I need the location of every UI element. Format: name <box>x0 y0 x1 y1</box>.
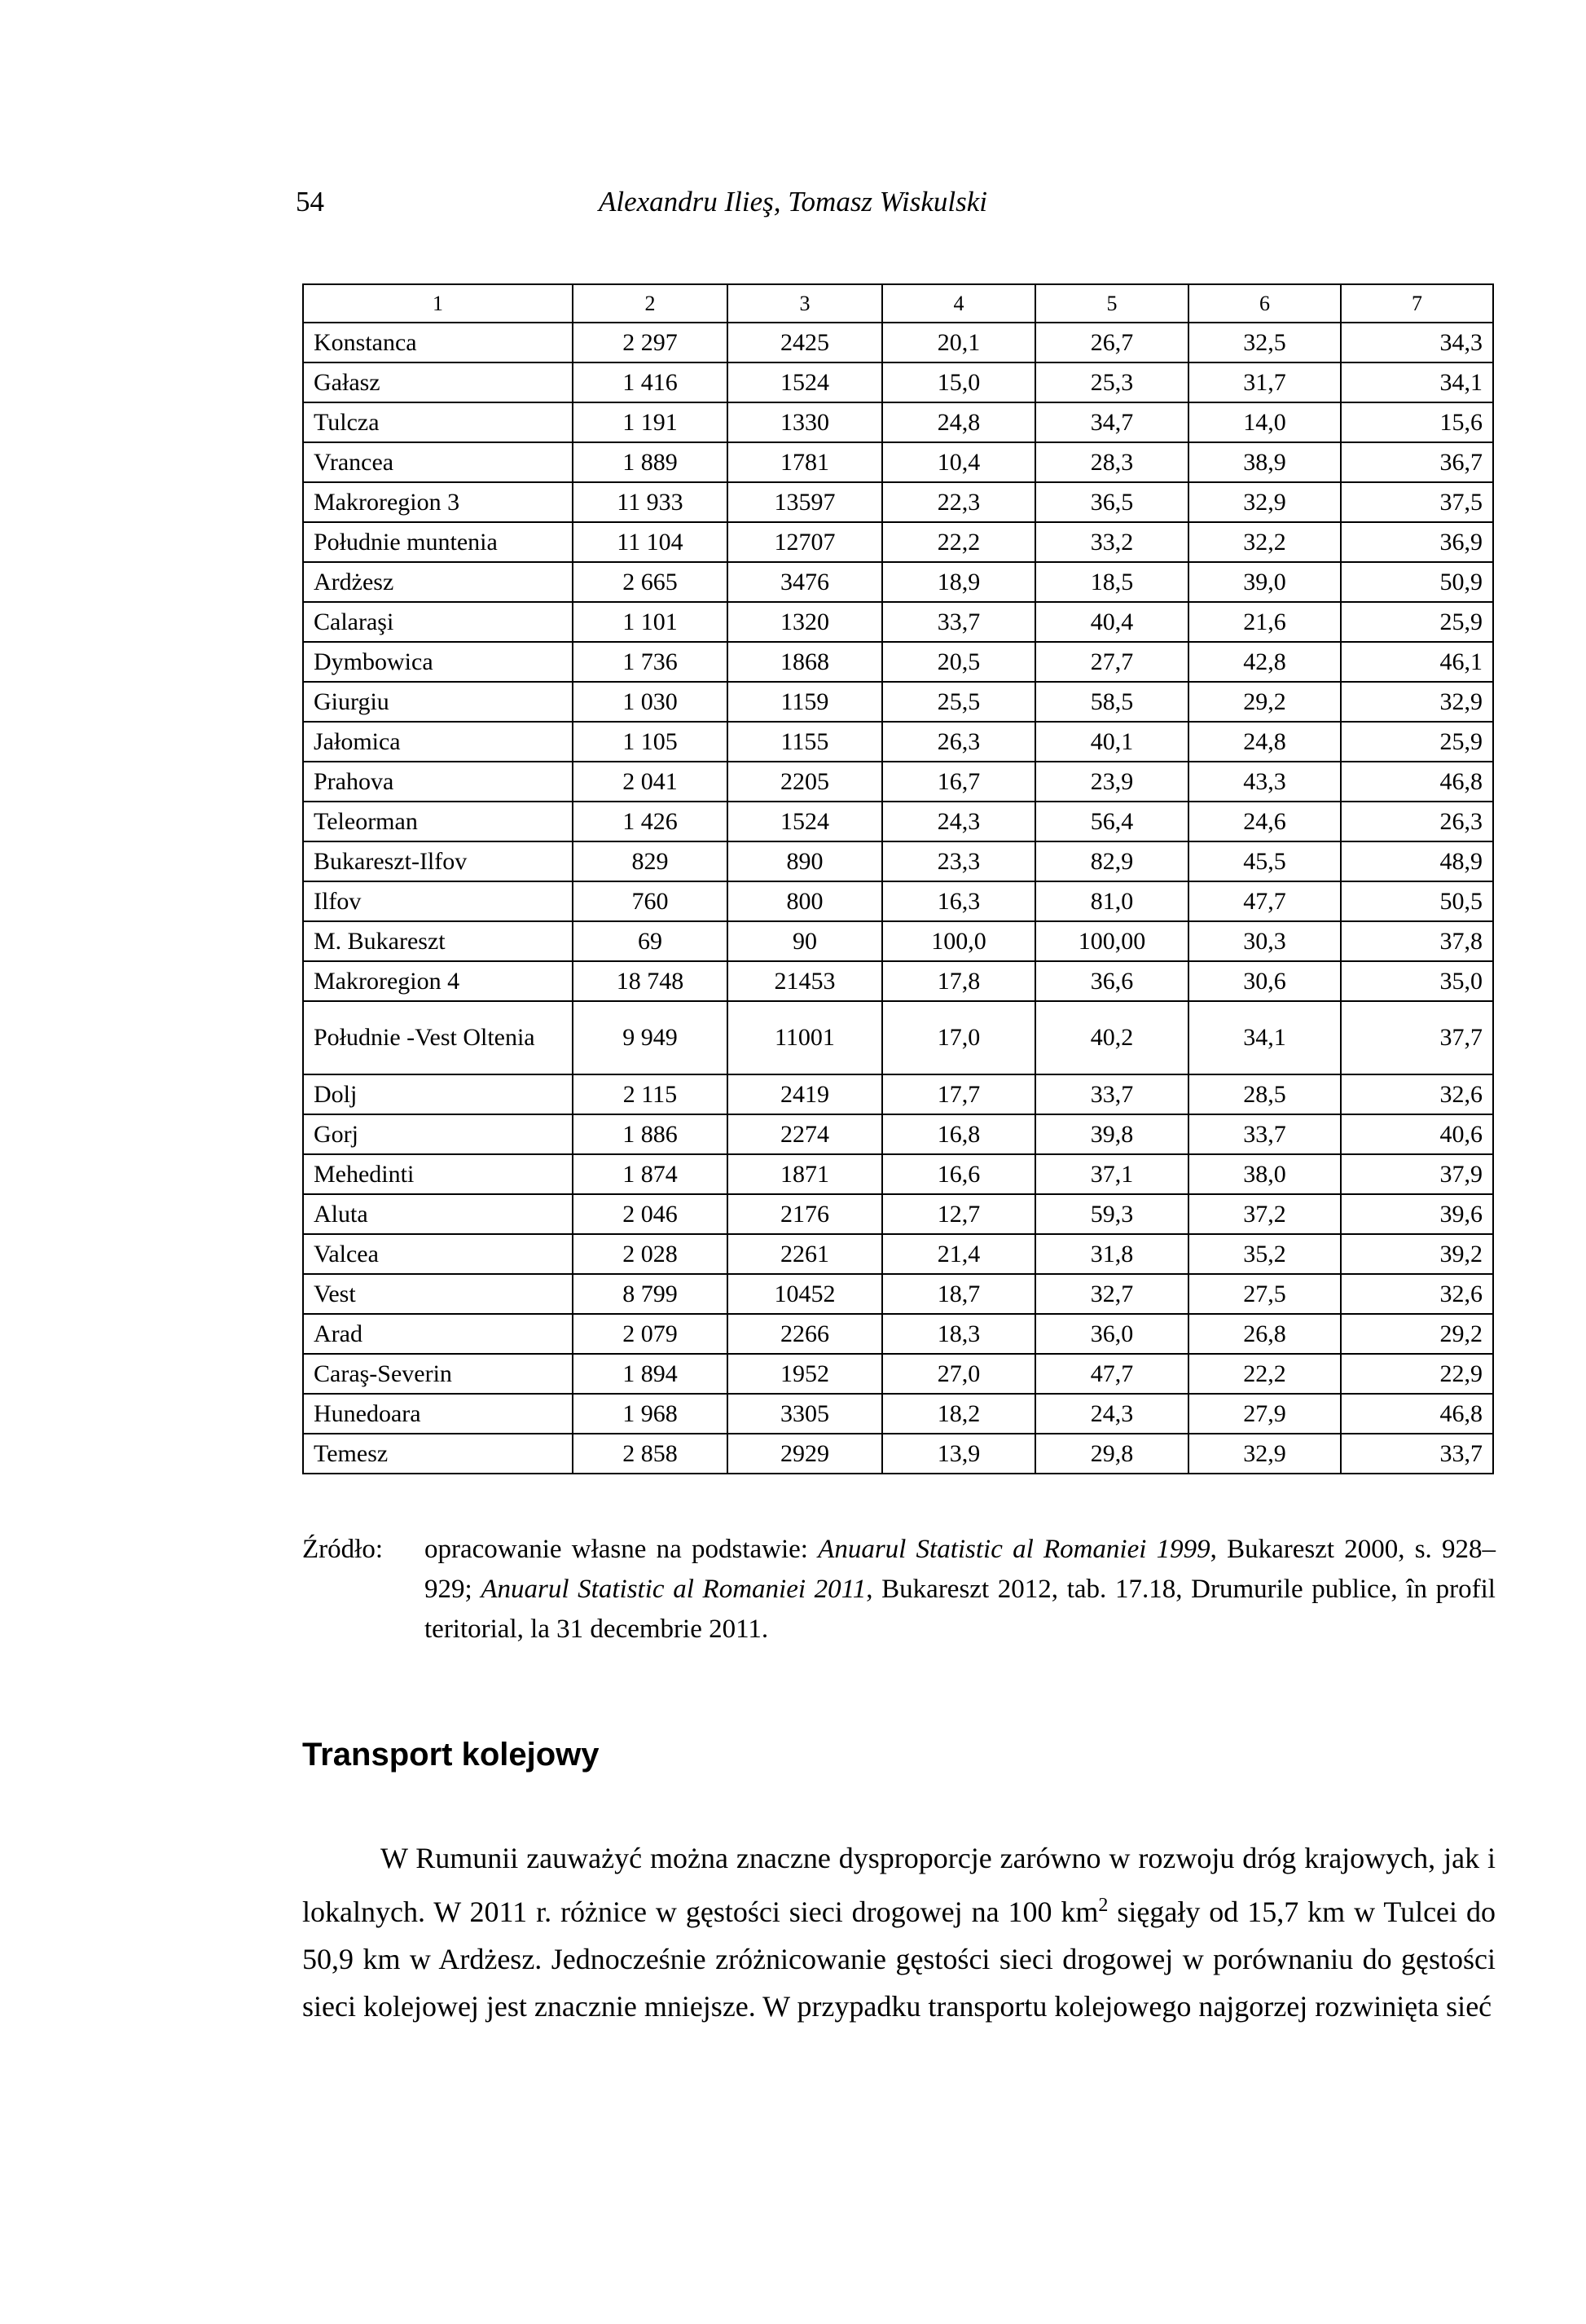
table-row <box>303 402 1493 442</box>
value-cell: 1868 <box>727 642 882 682</box>
value-cell: 36,6 <box>1035 961 1188 1001</box>
region-name-cell: Temesz <box>303 1434 573 1474</box>
value-cell: 81,0 <box>1035 881 1188 921</box>
value-cell: 1 426 <box>573 802 727 841</box>
value-cell: 2 115 <box>573 1074 727 1114</box>
table-row <box>303 762 1493 802</box>
value-cell: 1 105 <box>573 722 727 762</box>
region-name-cell: Dolj <box>303 1074 573 1114</box>
value-cell: 50,5 <box>1341 881 1493 921</box>
value-cell: 25,9 <box>1341 722 1493 762</box>
value-cell: 1 894 <box>573 1354 727 1394</box>
value-cell: 13597 <box>727 482 882 522</box>
value-cell: 21453 <box>727 961 882 1001</box>
value-cell: 36,7 <box>1341 442 1493 482</box>
paragraph-text: W Rumunii zauważyć można znaczne dysproporcje zarówno w rozwoju dróg krajowych, jak i lokalnych. W 2011 r. różnice w gęstości sieci drogowej na 100 km <box>302 1842 1496 1928</box>
table-row <box>303 362 1493 402</box>
value-cell: 38,9 <box>1188 442 1341 482</box>
source-text-part: , Bukareszt 2012, tab. 17.18, Drumurile publice, în profil teritorial, la 31 decembrie 2011. <box>424 1575 1496 1644</box>
value-cell: 29,2 <box>1341 1314 1493 1354</box>
value-cell: 25,5 <box>882 682 1035 722</box>
value-cell: 16,7 <box>882 762 1035 802</box>
value-cell: 40,2 <box>1035 1001 1188 1074</box>
column-header: 5 <box>1035 284 1188 323</box>
value-cell: 26,8 <box>1188 1314 1341 1354</box>
value-cell: 47,7 <box>1035 1354 1188 1394</box>
value-cell: 829 <box>573 841 727 881</box>
value-cell: 21,4 <box>882 1234 1035 1274</box>
running-title: Alexandru Ilieş, Tomasz Wiskulski <box>598 186 988 217</box>
value-cell: 17,7 <box>882 1074 1035 1114</box>
value-cell: 2425 <box>727 323 882 362</box>
region-name-cell: Ardżesz <box>303 562 573 602</box>
value-cell: 33,7 <box>1341 1434 1493 1474</box>
value-cell: 13,9 <box>882 1434 1035 1474</box>
value-cell: 1524 <box>727 802 882 841</box>
value-cell: 25,9 <box>1341 602 1493 642</box>
value-cell: 2 028 <box>573 1234 727 1274</box>
table-row <box>303 1001 1493 1074</box>
value-cell: 2274 <box>727 1114 882 1154</box>
value-cell: 1 874 <box>573 1154 727 1194</box>
region-name-cell: Teleorman <box>303 802 573 841</box>
table-row <box>303 1114 1493 1154</box>
section-heading: Transport kolejowy <box>302 1737 600 1773</box>
value-cell: 25,3 <box>1035 362 1188 402</box>
region-name-cell: Calaraşi <box>303 602 573 642</box>
value-cell: 18,3 <box>882 1314 1035 1354</box>
table-row <box>303 1274 1493 1314</box>
value-cell: 56,4 <box>1035 802 1188 841</box>
value-cell: 16,8 <box>882 1114 1035 1154</box>
value-cell: 28,5 <box>1188 1074 1341 1114</box>
value-cell: 34,3 <box>1341 323 1493 362</box>
table-row <box>303 323 1493 362</box>
value-cell: 37,5 <box>1341 482 1493 522</box>
value-cell: 28,3 <box>1035 442 1188 482</box>
value-cell: 1781 <box>727 442 882 482</box>
value-cell: 40,6 <box>1341 1114 1493 1154</box>
value-cell: 11 104 <box>573 522 727 562</box>
value-cell: 11001 <box>727 1001 882 1074</box>
value-cell: 32,9 <box>1188 1434 1341 1474</box>
value-cell: 46,1 <box>1341 642 1493 682</box>
value-cell: 33,2 <box>1035 522 1188 562</box>
paragraph-text: sięgały od 15,7 km w Tulcei do 50,9 km w Ardżesz. Jednocześnie zróżnicowanie gęstości sieci drogowej w porównaniu do gęstości sieci kolejowej jest znacznie mniejsze. W przypadku transportu kolejowego najgorzej rozwinięta sieć <box>302 1896 1496 2023</box>
value-cell: 1524 <box>727 362 882 402</box>
region-name-cell: Arad <box>303 1314 573 1354</box>
value-cell: 35,2 <box>1188 1234 1341 1274</box>
table-row <box>303 881 1493 921</box>
value-cell: 22,2 <box>882 522 1035 562</box>
value-cell: 1159 <box>727 682 882 722</box>
value-cell: 32,9 <box>1188 482 1341 522</box>
value-cell: 32,6 <box>1341 1274 1493 1314</box>
source-note <box>302 1530 1496 1650</box>
value-cell: 31,7 <box>1188 362 1341 402</box>
value-cell: 15,0 <box>882 362 1035 402</box>
value-cell: 35,0 <box>1341 961 1493 1001</box>
value-cell: 38,0 <box>1188 1154 1341 1194</box>
value-cell: 39,8 <box>1035 1114 1188 1154</box>
value-cell: 10452 <box>727 1274 882 1314</box>
region-name-cell: Południe -Vest Oltenia <box>303 1001 573 1074</box>
value-cell: 37,2 <box>1188 1194 1341 1234</box>
table-row <box>303 602 1493 642</box>
value-cell: 1952 <box>727 1354 882 1394</box>
region-name-cell: Bukareszt-Ilfov <box>303 841 573 881</box>
value-cell: 34,1 <box>1188 1001 1341 1074</box>
value-cell: 32,9 <box>1341 682 1493 722</box>
value-cell: 22,9 <box>1341 1354 1493 1394</box>
value-cell: 12707 <box>727 522 882 562</box>
value-cell: 26,7 <box>1035 323 1188 362</box>
table-row <box>303 1234 1493 1274</box>
table-row <box>303 1194 1493 1234</box>
table-row <box>303 1434 1493 1474</box>
value-cell: 2176 <box>727 1194 882 1234</box>
value-cell: 100,0 <box>882 921 1035 961</box>
value-cell: 1 736 <box>573 642 727 682</box>
value-cell: 34,1 <box>1341 362 1493 402</box>
value-cell: 27,9 <box>1188 1394 1341 1434</box>
table-row <box>303 1314 1493 1354</box>
table-row <box>303 1394 1493 1434</box>
value-cell: 10,4 <box>882 442 1035 482</box>
table-row <box>303 482 1493 522</box>
column-header: 1 <box>303 284 573 323</box>
value-cell: 24,3 <box>1035 1394 1188 1434</box>
value-cell: 24,8 <box>1188 722 1341 762</box>
value-cell: 39,0 <box>1188 562 1341 602</box>
value-cell: 760 <box>573 881 727 921</box>
region-name-cell: Południe muntenia <box>303 522 573 562</box>
value-cell: 17,0 <box>882 1001 1035 1074</box>
region-name-cell: Aluta <box>303 1194 573 1234</box>
value-cell: 29,8 <box>1035 1434 1188 1474</box>
value-cell: 1 889 <box>573 442 727 482</box>
value-cell: 37,7 <box>1341 1001 1493 1074</box>
region-name-cell: Caraş-Severin <box>303 1354 573 1394</box>
region-name-cell: Mehedinti <box>303 1154 573 1194</box>
value-cell: 22,3 <box>882 482 1035 522</box>
region-name-cell: Dymbowica <box>303 642 573 682</box>
column-header: 6 <box>1188 284 1341 323</box>
value-cell: 33,7 <box>1035 1074 1188 1114</box>
value-cell: 18 748 <box>573 961 727 1001</box>
body-paragraph <box>302 1834 1496 2030</box>
region-name-cell: Hunedoara <box>303 1394 573 1434</box>
value-cell: 27,0 <box>882 1354 1035 1394</box>
column-header: 2 <box>573 284 727 323</box>
source-title-2011: Anuarul Statistic al Romaniei 2011 <box>481 1575 867 1604</box>
value-cell: 30,3 <box>1188 921 1341 961</box>
value-cell: 39,2 <box>1341 1234 1493 1274</box>
value-cell: 16,3 <box>882 881 1035 921</box>
value-cell: 32,7 <box>1035 1274 1188 1314</box>
value-cell: 37,9 <box>1341 1154 1493 1194</box>
value-cell: 1 030 <box>573 682 727 722</box>
value-cell: 39,6 <box>1341 1194 1493 1234</box>
value-cell: 1155 <box>727 722 882 762</box>
value-cell: 45,5 <box>1188 841 1341 881</box>
value-cell: 20,1 <box>882 323 1035 362</box>
value-cell: 2 041 <box>573 762 727 802</box>
value-cell: 2 079 <box>573 1314 727 1354</box>
region-name-cell: Makroregion 3 <box>303 482 573 522</box>
value-cell: 46,8 <box>1341 762 1493 802</box>
value-cell: 23,3 <box>882 841 1035 881</box>
value-cell: 20,5 <box>882 642 1035 682</box>
page-number: 54 <box>296 186 324 217</box>
value-cell: 2266 <box>727 1314 882 1354</box>
value-cell: 36,5 <box>1035 482 1188 522</box>
value-cell: 2 297 <box>573 323 727 362</box>
table-header-row <box>303 284 1493 323</box>
value-cell: 17,8 <box>882 961 1035 1001</box>
value-cell: 23,9 <box>1035 762 1188 802</box>
value-cell: 2261 <box>727 1234 882 1274</box>
table-row <box>303 802 1493 841</box>
table-row <box>303 682 1493 722</box>
value-cell: 32,6 <box>1341 1074 1493 1114</box>
value-cell: 890 <box>727 841 882 881</box>
value-cell: 34,7 <box>1035 402 1188 442</box>
region-name-cell: Makroregion 4 <box>303 961 573 1001</box>
value-cell: 69 <box>573 921 727 961</box>
region-name-cell: Ilfov <box>303 881 573 921</box>
value-cell: 22,2 <box>1188 1354 1341 1394</box>
value-cell: 11 933 <box>573 482 727 522</box>
value-cell: 82,9 <box>1035 841 1188 881</box>
value-cell: 18,5 <box>1035 562 1188 602</box>
statistics-table <box>302 283 1494 1474</box>
table-row <box>303 1154 1493 1194</box>
value-cell: 33,7 <box>1188 1114 1341 1154</box>
column-header: 4 <box>882 284 1035 323</box>
value-cell: 14,0 <box>1188 402 1341 442</box>
table-row <box>303 562 1493 602</box>
value-cell: 26,3 <box>1341 802 1493 841</box>
value-cell: 24,6 <box>1188 802 1341 841</box>
region-name-cell: Vest <box>303 1274 573 1314</box>
value-cell: 100,00 <box>1035 921 1188 961</box>
value-cell: 1 101 <box>573 602 727 642</box>
table-row <box>303 722 1493 762</box>
value-cell: 40,4 <box>1035 602 1188 642</box>
value-cell: 3305 <box>727 1394 882 1434</box>
value-cell: 15,6 <box>1341 402 1493 442</box>
value-cell: 40,1 <box>1035 722 1188 762</box>
value-cell: 90 <box>727 921 882 961</box>
value-cell: 29,2 <box>1188 682 1341 722</box>
value-cell: 47,7 <box>1188 881 1341 921</box>
region-name-cell: Prahova <box>303 762 573 802</box>
value-cell: 36,0 <box>1035 1314 1188 1354</box>
value-cell: 27,7 <box>1035 642 1188 682</box>
value-cell: 1 191 <box>573 402 727 442</box>
value-cell: 32,5 <box>1188 323 1341 362</box>
value-cell: 18,7 <box>882 1274 1035 1314</box>
value-cell: 2419 <box>727 1074 882 1114</box>
value-cell: 12,7 <box>882 1194 1035 1234</box>
value-cell: 9 949 <box>573 1001 727 1074</box>
value-cell: 18,2 <box>882 1394 1035 1434</box>
table-row <box>303 642 1493 682</box>
value-cell: 1 416 <box>573 362 727 402</box>
value-cell: 42,8 <box>1188 642 1341 682</box>
source-label: Źródło: <box>302 1535 383 1564</box>
region-name-cell: Jałomica <box>303 722 573 762</box>
value-cell: 2929 <box>727 1434 882 1474</box>
value-cell: 800 <box>727 881 882 921</box>
value-cell: 21,6 <box>1188 602 1341 642</box>
region-name-cell: Tulcza <box>303 402 573 442</box>
value-cell: 8 799 <box>573 1274 727 1314</box>
region-name-cell: Gałasz <box>303 362 573 402</box>
value-cell: 1320 <box>727 602 882 642</box>
region-name-cell: Gorj <box>303 1114 573 1154</box>
superscript: 2 <box>1098 1895 1109 1916</box>
value-cell: 27,5 <box>1188 1274 1341 1314</box>
column-header: 7 <box>1341 284 1493 323</box>
value-cell: 30,6 <box>1188 961 1341 1001</box>
value-cell: 31,8 <box>1035 1234 1188 1274</box>
value-cell: 24,8 <box>882 402 1035 442</box>
value-cell: 1 968 <box>573 1394 727 1434</box>
value-cell: 2 858 <box>573 1434 727 1474</box>
table-row <box>303 442 1493 482</box>
value-cell: 43,3 <box>1188 762 1341 802</box>
source-title-1999: Anuarul Statistic al Romaniei 1999 <box>818 1535 1210 1564</box>
value-cell: 1871 <box>727 1154 882 1194</box>
value-cell: 3476 <box>727 562 882 602</box>
value-cell: 59,3 <box>1035 1194 1188 1234</box>
column-header: 3 <box>727 284 882 323</box>
source-text <box>424 1530 1496 1650</box>
value-cell: 33,7 <box>882 602 1035 642</box>
value-cell: 24,3 <box>882 802 1035 841</box>
value-cell: 2205 <box>727 762 882 802</box>
table-body <box>303 323 1493 1474</box>
source-text-part: opracowanie własne na podstawie: <box>424 1535 819 1564</box>
value-cell: 46,8 <box>1341 1394 1493 1434</box>
page-header <box>0 186 1586 235</box>
table-row <box>303 1074 1493 1114</box>
value-cell: 58,5 <box>1035 682 1188 722</box>
value-cell: 36,9 <box>1341 522 1493 562</box>
region-name-cell: Konstanca <box>303 323 573 362</box>
region-name-cell: Vrancea <box>303 442 573 482</box>
value-cell: 37,1 <box>1035 1154 1188 1194</box>
value-cell: 18,9 <box>882 562 1035 602</box>
table-row <box>303 961 1493 1001</box>
value-cell: 2 046 <box>573 1194 727 1234</box>
value-cell: 37,8 <box>1341 921 1493 961</box>
table-row <box>303 841 1493 881</box>
value-cell: 2 665 <box>573 562 727 602</box>
value-cell: 48,9 <box>1341 841 1493 881</box>
source-text-part: , Bukareszt 2000, s. 928–929; <box>424 1535 1496 1604</box>
region-name-cell: Giurgiu <box>303 682 573 722</box>
region-name-cell: M. Bukareszt <box>303 921 573 961</box>
value-cell: 32,2 <box>1188 522 1341 562</box>
value-cell: 26,3 <box>882 722 1035 762</box>
region-name-cell: Valcea <box>303 1234 573 1274</box>
table-row <box>303 1354 1493 1394</box>
value-cell: 1330 <box>727 402 882 442</box>
value-cell: 50,9 <box>1341 562 1493 602</box>
value-cell: 1 886 <box>573 1114 727 1154</box>
table-row <box>303 522 1493 562</box>
table-row <box>303 921 1493 961</box>
value-cell: 16,6 <box>882 1154 1035 1194</box>
